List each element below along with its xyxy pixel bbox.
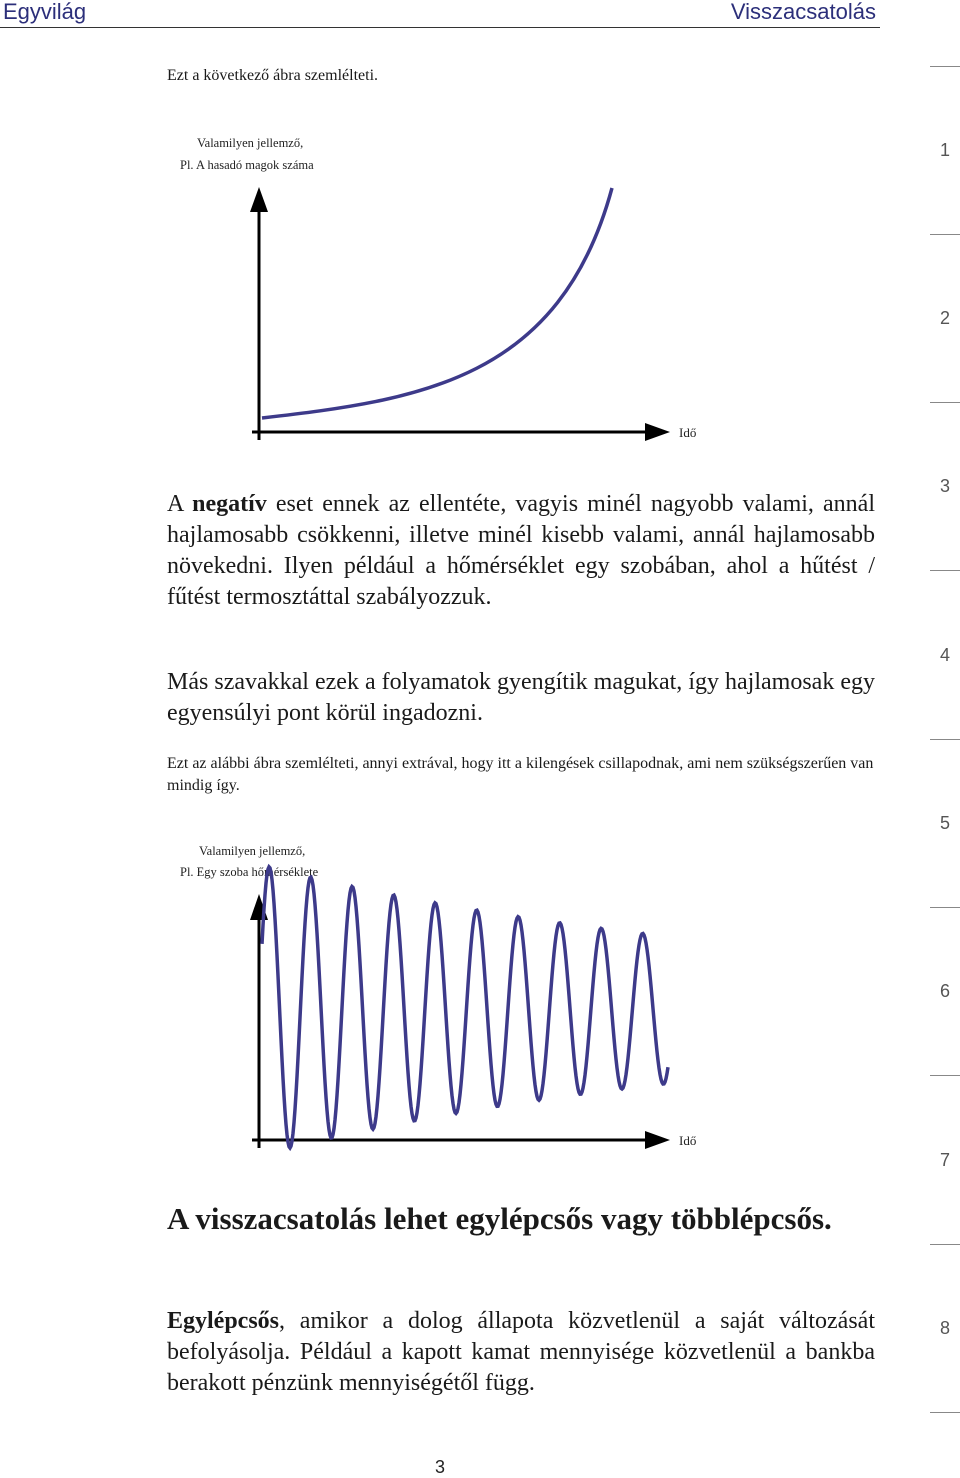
chart2-damped-wave [262,867,668,1148]
side-number: 5 [939,813,950,833]
side-number: 4 [939,645,950,665]
side-number: 8 [939,1318,950,1338]
side-number: 6 [939,981,950,1001]
side-number: 3 [939,476,950,496]
chart2-xlabel: Idő [679,1133,697,1148]
chart2-x-axis-arrow [645,1131,670,1149]
header-left-title: Egyvilág [3,0,87,24]
header-right-title: Visszacsatolás [730,0,876,24]
chart1-xlabel: Idő [679,425,697,440]
negative-prefix: A [167,491,193,517]
figure-description: Ezt az alábbi ábra szemlélteti, annyi extrával, hogy itt a kilengések csillapodnak, ami nem szükségszerűen van mindig így. [167,755,874,794]
side-number: 7 [939,1150,950,1170]
chart1-ylabel-line1: Valamilyen jellemző, [197,136,304,150]
side-number: 2 [939,308,950,328]
negative-rest: eset ennek az ellentéte, vagyis minél nagyobb valami, annál hajlamosabb csökkenni, illetve minél kisebb valami, annál hajlamosabb növekedni. Ilyen például a hőmérséklet egy szobában, ahol a hűtést / fűtést termosztáttal szabályozzuk. [167,491,875,610]
single-step-bold: Egylépcsős [167,1308,280,1334]
chart2-ylabel-line2: Pl. Egy szoba hőmérséklete [180,865,319,879]
negative-bold: negatív [192,491,267,517]
single-step-paragraph [167,1306,875,1399]
side-number: 1 [939,140,950,160]
single-step-rest: , amikor a dolog állapota közvetlenül a saját változását befolyásolja. Például a kapott kamat mennyisége közvetlenül a bankba berakott pénzünk mennyiségétől függ. [167,1308,875,1396]
section-heading: A visszacsatolás lehet egylépcsős vagy többlépcsős. [167,1201,832,1236]
chart1-ylabel-line2: Pl. A hasadó magok száma [180,158,314,172]
chart2-ylabel-line1: Valamilyen jellemző, [199,844,306,858]
intro-text: Ezt a következő ábra szemlélteti. [167,67,379,84]
page-number: 3 [434,1457,445,1477]
other-words-paragraph: Más szavakkal ezek a folyamatok gyengítik magukat, így hajlamosak egy egyensúlyi pont körül ingadozni. [167,669,875,726]
